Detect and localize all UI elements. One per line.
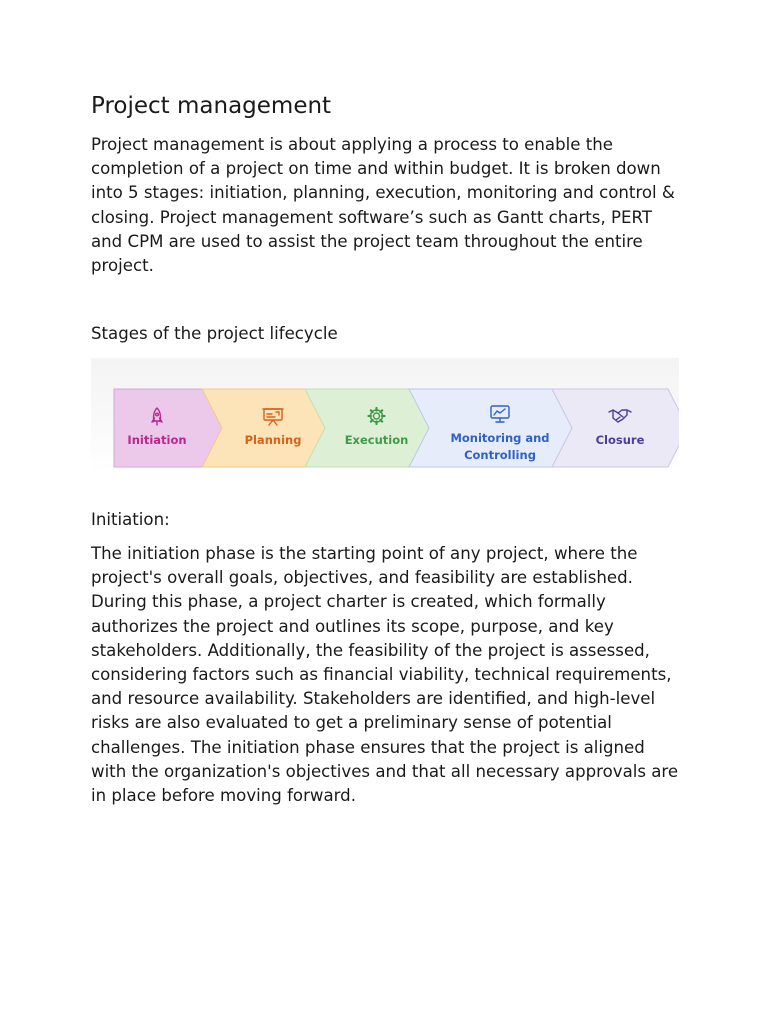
stage-label: Planning [244,433,302,447]
stages-heading: Stages of the project lifecycle [91,324,338,343]
stage-label: Execution [344,433,409,447]
initiation-heading: Initiation: [91,510,170,529]
stage-label: Monitoring and [450,431,550,445]
initiation-paragraph: The initiation phase is the starting point of any project, where the project's overall goals, objectives, and feasibility are established. During this phase, a project charter is created, which formally authorizes the project and outlines its scope, purpose, and key stakeholders. Additionally, the feasibility of the project is assessed, considering factors such as financial viability, technical requirements, and resource availability. Stakeholders are identified, and high-level risks are also evaluated to get a preliminary sense of potential challenges. The initiation phase ensures that the project is aligned with the organization's objectives and that all necessary approvals are in place before moving forward. [91,544,679,806]
stage-label: Controlling [464,448,536,462]
lifecycle-diagram [91,358,679,474]
intro-paragraph: Project management is about applying a process to enable the completion of a project on time and within budget. It is broken down into 5 stages: initiation, planning, execution, monitoring and control & closing. Project management software’s such as Gantt charts, PERT and CPM are used to assist the project team throughout the entire project. [91,135,675,276]
stage-label: Closure [595,433,645,447]
page-title: Project management [91,93,332,119]
stage-label: Initiation [127,433,187,447]
